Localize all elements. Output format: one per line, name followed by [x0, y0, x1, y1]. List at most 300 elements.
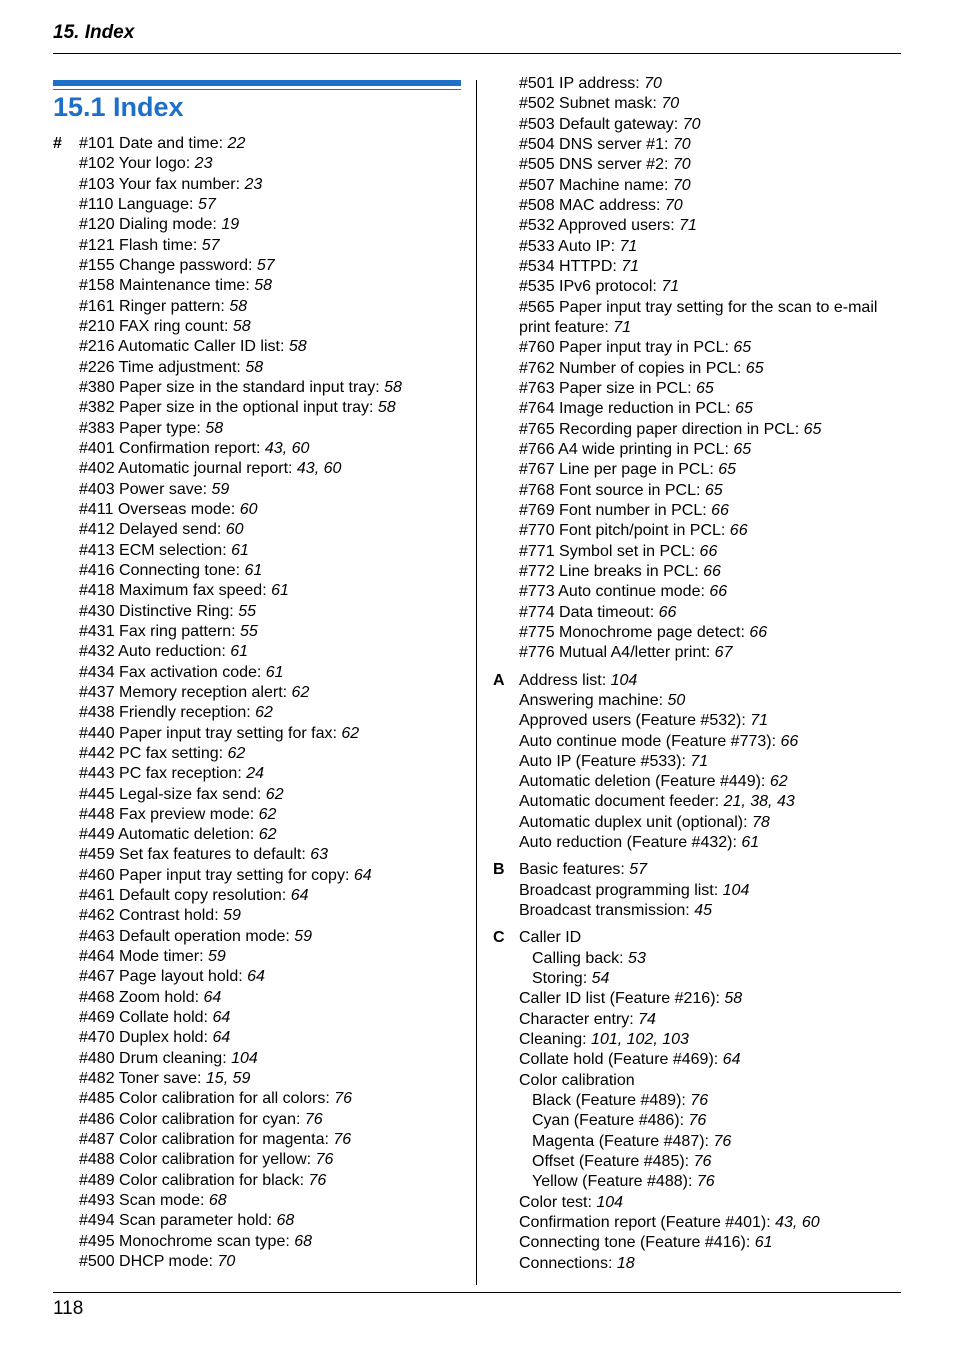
index-entry	[79, 480, 402, 500]
index-entry	[79, 581, 402, 601]
entry-text: Connections:	[519, 1254, 617, 1272]
entry-text: #502 Subnet mask:	[519, 95, 662, 113]
entry-page-refs: 70	[672, 176, 691, 194]
entry-page-refs: 71	[619, 237, 638, 255]
entry-text: #769 Font number in PCL:	[519, 501, 712, 519]
entry-text: Offset (Feature #485):	[532, 1153, 694, 1171]
entry-text: Auto continue mode (Feature #773):	[519, 732, 781, 750]
index-entry	[519, 813, 903, 833]
entry-text: #762 Number of copies in PCL:	[519, 359, 746, 377]
entry-text: Storing:	[532, 970, 592, 988]
entry-text: #489 Color calibration for black:	[79, 1171, 309, 1189]
index-entry	[519, 74, 903, 94]
entry-text: #210 FAX ring count:	[79, 317, 233, 335]
column-divider	[476, 80, 477, 1285]
entry-page-refs: 60	[225, 521, 244, 539]
entry-page-refs: 76	[713, 1132, 732, 1150]
entry-page-refs: 61	[230, 643, 249, 661]
entry-text: #448 Fax preview mode:	[79, 805, 259, 823]
index-entry	[519, 135, 903, 155]
index-entry	[79, 785, 402, 805]
entry-page-refs: 22	[227, 135, 246, 152]
entry-text: #774 Data timeout:	[519, 603, 659, 621]
index-entry	[519, 521, 903, 541]
entry-text: #101 Date and time:	[79, 135, 228, 152]
index-entry	[519, 989, 903, 1009]
entry-text: #482 Toner save:	[79, 1070, 206, 1088]
entry-page-refs: 65	[803, 420, 822, 438]
index-entry	[519, 752, 903, 772]
entry-text: #534 HTTPD:	[519, 257, 622, 275]
entry-page-refs: 62	[291, 683, 310, 701]
entry-text: #764 Image reduction in PCL:	[519, 400, 736, 418]
index-entry	[519, 440, 903, 460]
index-entry	[519, 1132, 903, 1152]
entry-page-refs: 66	[749, 623, 768, 641]
entry-text: #487 Color calibration for magenta:	[79, 1131, 334, 1149]
entry-text: #766 A4 wide printing in PCL:	[519, 440, 734, 458]
entry-page-refs: 66	[780, 732, 799, 750]
index-entry	[79, 1211, 402, 1231]
entry-page-refs: 76	[690, 1092, 709, 1110]
index-entry	[519, 582, 903, 602]
entry-page-refs: 58	[384, 378, 402, 396]
entry-text: #495 Monochrome scan type:	[79, 1232, 295, 1250]
index-entry	[519, 860, 903, 880]
index-entry	[519, 772, 903, 792]
index-entry	[519, 501, 903, 521]
entry-page-refs: 104	[596, 1193, 624, 1211]
entry-text: Cyan (Feature #486):	[532, 1112, 689, 1130]
index-letter: A	[493, 671, 505, 689]
index-entry	[79, 805, 402, 825]
entry-page-refs: 61	[244, 561, 263, 579]
index-entry	[519, 1091, 903, 1111]
entry-text: Automatic deletion (Feature #449):	[519, 773, 770, 791]
entry-page-refs: 70	[644, 75, 662, 92]
index-entry	[519, 881, 903, 901]
entry-page-refs: 62	[255, 704, 273, 722]
index-entry	[79, 947, 402, 967]
entry-page-refs: 62	[341, 724, 360, 742]
index-entry	[519, 671, 903, 691]
entry-page-refs: 65	[733, 440, 752, 458]
entry-text: #401 Confirmation report:	[79, 439, 265, 457]
index-entry	[79, 317, 402, 337]
index-entry	[79, 256, 402, 276]
entry-page-refs: 50	[667, 691, 686, 709]
entry-text: Magenta (Feature #487):	[532, 1132, 714, 1150]
entry-page-refs: 43, 60	[296, 460, 342, 478]
entry-page-refs: 58	[232, 317, 251, 335]
entry-page-refs: 58	[377, 399, 396, 417]
index-entry	[79, 1089, 402, 1109]
entry-page-refs: 64	[212, 1009, 231, 1027]
index-entry	[79, 398, 402, 418]
entry-page-refs: 65	[718, 461, 737, 479]
entry-page-refs: 70	[217, 1253, 236, 1271]
entry-page-refs: 23	[194, 155, 213, 173]
entry-text: #488 Color calibration for yellow:	[79, 1151, 316, 1169]
entry-page-refs: 58	[205, 419, 224, 437]
entry-page-refs: 76	[315, 1151, 334, 1169]
index-entry	[79, 276, 402, 296]
entry-page-refs: 65	[733, 339, 752, 357]
index-entry	[79, 459, 402, 479]
index-entry	[519, 732, 903, 752]
entry-page-refs: 78	[752, 813, 770, 831]
entry-page-refs: 19	[221, 216, 240, 234]
entry-page-refs: 58	[245, 358, 264, 376]
entry-text: Auto reduction (Feature #432):	[519, 834, 742, 852]
entry-text: #501 IP address:	[519, 75, 645, 92]
index-entry	[519, 1152, 903, 1172]
entry-page-refs: 24	[246, 765, 265, 783]
entry-page-refs: 65	[745, 359, 764, 377]
entry-text: #486 Color calibration for cyan:	[79, 1110, 305, 1128]
index-entry	[519, 115, 903, 135]
entry-page-refs: 53	[628, 949, 646, 967]
index-entry	[519, 359, 903, 379]
index-entry	[519, 176, 903, 196]
entry-page-refs: 62	[258, 826, 277, 844]
index-entry	[79, 622, 402, 642]
entry-page-refs: 58	[724, 990, 743, 1008]
entry-page-refs: 101, 102, 103	[591, 1031, 689, 1049]
section-title-underline	[53, 89, 461, 90]
entry-text: #216 Automatic Caller ID list:	[79, 338, 289, 356]
index-entry	[79, 419, 402, 439]
index-right-column	[493, 74, 903, 1274]
entry-page-refs: 70	[672, 135, 691, 153]
entry-page-refs: 61	[265, 663, 284, 681]
entry-page-refs: 66	[699, 542, 718, 560]
index-entry	[519, 1213, 903, 1233]
entry-text: Automatic duplex unit (optional):	[519, 813, 753, 831]
index-entry	[79, 988, 402, 1008]
index-entry	[79, 663, 402, 683]
entry-page-refs: 57	[197, 195, 216, 213]
index-entry	[519, 1172, 903, 1192]
entry-text: #382 Paper size in the optional input tray:	[79, 399, 378, 417]
entry-text: #485 Color calibration for all colors:	[79, 1090, 335, 1108]
index-group	[53, 134, 402, 1272]
index-entry	[79, 1150, 402, 1170]
entry-page-refs: 65	[735, 400, 753, 418]
entry-text: Color test:	[519, 1193, 597, 1211]
index-entry	[79, 1049, 402, 1069]
entry-text: #437 Memory reception alert:	[79, 683, 292, 701]
entry-text: #504 DNS server #1:	[519, 135, 673, 153]
index-entry	[519, 257, 903, 277]
entry-text: Address list:	[519, 671, 611, 689]
entry-text: #461 Default copy resolution:	[79, 887, 291, 905]
entry-page-refs: 64	[247, 968, 265, 986]
entry-page-refs: 71	[613, 318, 632, 336]
entry-page-refs: 43, 60	[264, 439, 310, 457]
entry-text: #445 Legal-size fax send:	[79, 785, 266, 803]
index-entry	[519, 833, 903, 853]
entry-text: #438 Friendly reception:	[79, 704, 256, 722]
index-entry	[79, 195, 402, 215]
entry-text: Color calibration	[519, 1071, 635, 1089]
entry-text: #464 Mode timer:	[79, 948, 208, 966]
entry-page-refs: 71	[750, 712, 769, 730]
header-rule	[53, 53, 901, 54]
entry-text: #772 Line breaks in PCL:	[519, 562, 704, 580]
entry-text: #413 ECM selection:	[79, 541, 232, 559]
index-entry	[79, 967, 402, 987]
index-entry	[79, 500, 402, 520]
entry-page-refs: 21, 38, 43	[723, 793, 795, 811]
index-entry	[519, 399, 903, 419]
index-entry	[519, 1233, 903, 1253]
entry-text: #418 Maximum fax speed:	[79, 582, 272, 600]
entry-page-refs: 58	[254, 277, 273, 295]
index-entry	[519, 603, 903, 623]
entry-text: Broadcast programming list:	[519, 881, 723, 899]
index-entry	[519, 969, 903, 989]
entry-text: #431 Fax ring pattern:	[79, 622, 240, 640]
index-group	[493, 74, 903, 664]
entry-text: #480 Drum cleaning:	[79, 1049, 232, 1067]
index-entry	[519, 1111, 903, 1131]
entry-page-refs: 54	[591, 970, 610, 988]
index-entry	[79, 703, 402, 723]
entry-text: #460 Paper input tray setting for copy:	[79, 866, 354, 884]
entry-page-refs: 76	[304, 1110, 323, 1128]
index-entry	[79, 1069, 402, 1089]
index-group	[493, 860, 903, 921]
page-number: 118	[53, 1298, 84, 1319]
entry-text: #532 Approved users:	[519, 217, 680, 235]
index-entry	[79, 1130, 402, 1150]
entry-page-refs: 65	[696, 379, 714, 397]
entry-page-refs: 71	[679, 217, 697, 235]
index-entry	[519, 901, 903, 921]
index-entry	[79, 378, 402, 398]
entry-text: #503 Default gateway:	[519, 115, 683, 133]
entry-text: #500 DHCP mode:	[79, 1253, 218, 1271]
entry-page-refs: 70	[672, 156, 691, 174]
index-letter: B	[493, 861, 505, 879]
index-entry	[79, 744, 402, 764]
index-entry	[519, 155, 903, 175]
entry-text: Character entry:	[519, 1010, 639, 1028]
entry-text: #767 Line per page in PCL:	[519, 461, 719, 479]
entry-page-refs: 23	[244, 175, 263, 193]
entry-page-refs: 15, 59	[205, 1070, 251, 1088]
index-entry	[79, 297, 402, 317]
index-letter: #	[53, 135, 62, 152]
entry-text: Confirmation report (Feature #401):	[519, 1214, 776, 1232]
entry-text: #467 Page layout hold:	[79, 968, 248, 986]
entry-text: #768 Font source in PCL:	[519, 481, 705, 499]
index-entry	[519, 420, 903, 440]
entry-page-refs: 74	[638, 1010, 656, 1028]
entry-page-refs: 76	[308, 1171, 327, 1189]
entry-page-refs: 62	[769, 773, 788, 791]
entry-text: #765 Recording paper direction in PCL:	[519, 420, 804, 438]
entry-page-refs: 76	[696, 1173, 715, 1191]
entry-page-refs: 60	[239, 500, 258, 518]
index-left-column	[53, 134, 402, 1272]
entry-text: #469 Collate hold:	[79, 1009, 213, 1027]
entry-text: Black (Feature #489):	[532, 1092, 691, 1110]
index-entry	[519, 1071, 903, 1091]
entry-page-refs: 55	[238, 602, 256, 620]
index-entry	[519, 196, 903, 216]
entry-page-refs: 71	[621, 257, 640, 275]
entry-page-refs: 70	[682, 115, 701, 133]
entry-page-refs: 64	[722, 1051, 741, 1069]
entry-text: #775 Monochrome page detect:	[519, 623, 750, 641]
index-entry	[79, 927, 402, 947]
index-entry	[79, 1008, 402, 1028]
index-entry	[79, 724, 402, 744]
index-entry	[519, 542, 903, 562]
entry-text: Cleaning:	[519, 1031, 592, 1049]
entry-text: #468 Zoom hold:	[79, 988, 204, 1006]
entry-text: #494 Scan parameter hold:	[79, 1212, 277, 1230]
entry-page-refs: 104	[722, 881, 750, 899]
index-entry	[79, 439, 402, 459]
index-entry	[519, 1193, 903, 1213]
entry-page-refs: 76	[688, 1112, 707, 1130]
entry-page-refs: 62	[227, 744, 246, 762]
entry-text: #535 IPv6 protocol:	[519, 278, 662, 296]
entry-page-refs: 68	[294, 1232, 313, 1250]
index-entry	[519, 691, 903, 711]
index-entry	[519, 928, 903, 948]
entry-text: #432 Auto reduction:	[79, 643, 231, 661]
entry-page-refs: 63	[310, 846, 329, 864]
entry-page-refs: 64	[353, 866, 372, 884]
entry-text: Automatic document feeder:	[519, 793, 724, 811]
index-group	[493, 671, 903, 854]
entry-text: #110 Language:	[79, 195, 198, 213]
entry-page-refs: 59	[211, 480, 230, 498]
index-entry	[79, 764, 402, 784]
index-entry	[519, 277, 903, 297]
index-entry	[519, 1050, 903, 1070]
entry-text: #773 Auto continue mode:	[519, 583, 710, 601]
entry-page-refs: 66	[703, 562, 721, 580]
index-entry	[79, 520, 402, 540]
entry-text: #505 DNS server #2:	[519, 156, 673, 174]
index-letter: C	[493, 929, 505, 947]
entry-page-refs: 64	[212, 1029, 231, 1047]
entry-page-refs: 59	[223, 907, 241, 925]
entry-text: #226 Time adjustment:	[79, 358, 246, 376]
entry-page-refs: 45	[694, 902, 712, 920]
entry-text: #155 Change password:	[79, 256, 257, 274]
entry-page-refs: 66	[729, 522, 748, 540]
entry-page-refs: 76	[693, 1153, 712, 1171]
index-entry	[79, 1191, 402, 1211]
entry-text: #771 Symbol set in PCL:	[519, 542, 700, 560]
entry-page-refs: 58	[288, 338, 307, 356]
entry-page-refs: 64	[290, 887, 309, 905]
index-entry	[519, 338, 903, 358]
index-entry	[79, 154, 402, 174]
entry-text: #508 MAC address:	[519, 196, 665, 214]
index-entry	[519, 298, 903, 339]
entry-text: Broadcast transmission:	[519, 902, 695, 920]
entry-page-refs: 70	[661, 95, 680, 113]
entry-page-refs: 57	[629, 861, 648, 879]
index-entry	[79, 845, 402, 865]
entry-text: #383 Paper type:	[79, 419, 206, 437]
entry-page-refs: 62	[258, 805, 277, 823]
entry-text: #459 Set fax features to default:	[79, 846, 311, 864]
index-entry	[519, 623, 903, 643]
index-entry	[79, 683, 402, 703]
index-entry	[519, 379, 903, 399]
index-entry	[79, 1232, 402, 1252]
index-entry	[79, 337, 402, 357]
entry-text: #533 Auto IP:	[519, 237, 620, 255]
entry-text: #443 PC fax reception:	[79, 765, 247, 783]
index-entry	[79, 866, 402, 886]
index-entry	[79, 886, 402, 906]
index-entry	[79, 358, 402, 378]
index-entry	[519, 94, 903, 114]
entry-text: Caller ID	[519, 929, 582, 947]
entry-text: #416 Connecting tone:	[79, 561, 245, 579]
entry-page-refs: 61	[754, 1234, 773, 1252]
entry-page-refs: 68	[276, 1212, 295, 1230]
entry-page-refs: 76	[333, 1131, 352, 1149]
entry-page-refs: 64	[203, 988, 222, 1006]
entry-text: #402 Automatic journal report:	[79, 460, 297, 478]
index-entry	[79, 1028, 402, 1048]
entry-text: #565 Paper input tray setting for the scan to e-mail print feature:	[519, 298, 878, 336]
entry-text: #462 Contrast hold:	[79, 907, 224, 925]
index-entry	[519, 949, 903, 969]
index-entry	[79, 825, 402, 845]
index-entry	[519, 460, 903, 480]
entry-text: #161 Ringer pattern:	[79, 297, 230, 315]
entry-page-refs: 61	[741, 834, 760, 852]
entry-text: Answering machine:	[519, 691, 668, 709]
entry-page-refs: 18	[616, 1254, 635, 1272]
entry-text: #763 Paper size in PCL:	[519, 379, 696, 397]
index-entry	[79, 642, 402, 662]
entry-page-refs: 59	[207, 948, 226, 966]
index-entry	[79, 1252, 402, 1272]
index-entry	[519, 1010, 903, 1030]
index-entry	[519, 711, 903, 731]
entry-text: #103 Your fax number:	[79, 175, 245, 193]
entry-text: Collate hold (Feature #469):	[519, 1051, 723, 1069]
entry-text: #493 Scan mode:	[79, 1192, 209, 1210]
entry-text: #776 Mutual A4/letter print:	[519, 644, 715, 662]
entry-text: Yellow (Feature #488):	[532, 1173, 697, 1191]
entry-text: #411 Overseas mode:	[79, 500, 240, 518]
index-entry	[519, 792, 903, 812]
index-entry	[519, 1030, 903, 1050]
entry-page-refs: 57	[256, 256, 275, 274]
index-entry	[79, 1110, 402, 1130]
entry-page-refs: 62	[265, 785, 284, 803]
index-entry	[79, 561, 402, 581]
index-entry	[79, 602, 402, 622]
entry-page-refs: 104	[231, 1049, 258, 1067]
entry-text: #102 Your logo:	[79, 155, 195, 173]
index-entry	[79, 134, 402, 154]
entry-text: Basic features:	[519, 861, 630, 879]
